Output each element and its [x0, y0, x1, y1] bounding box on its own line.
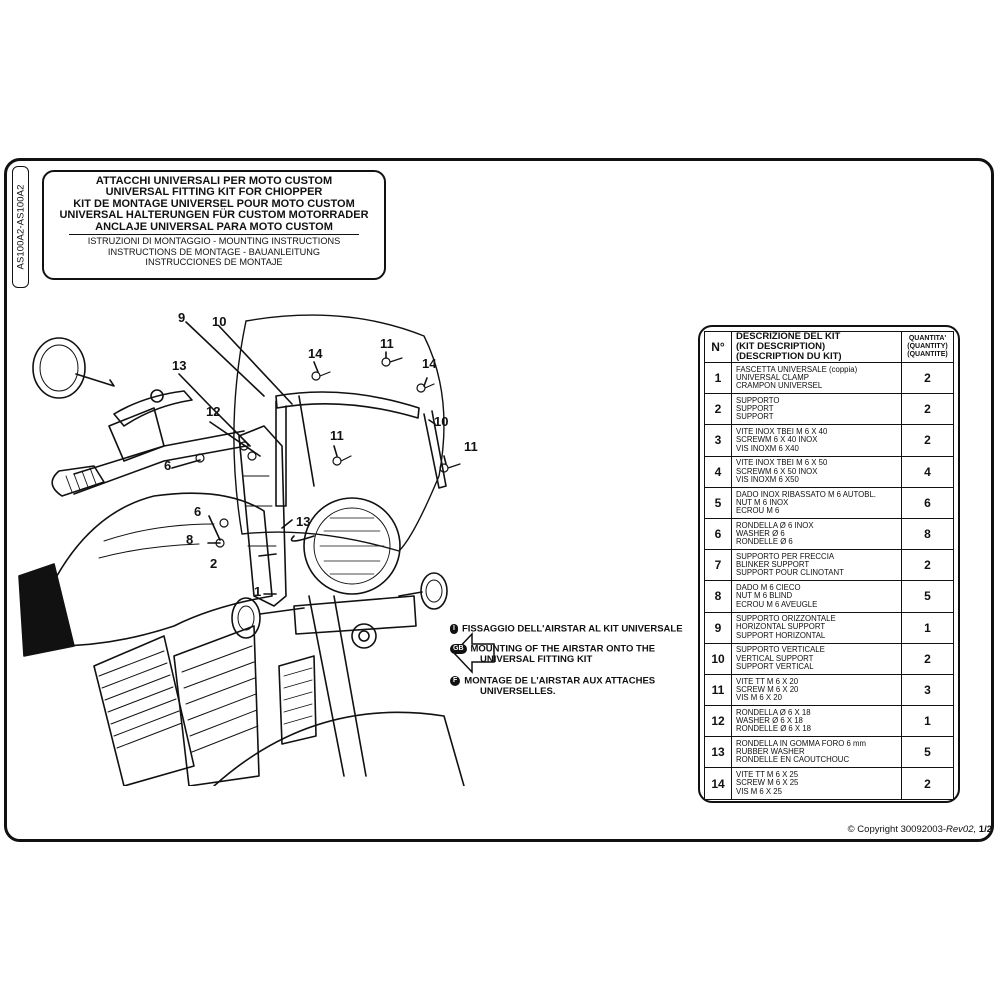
- item-description: [732, 363, 902, 394]
- item-number: 8: [705, 581, 732, 612]
- description-line: SUPPORT VERTICAL: [736, 661, 814, 671]
- kit-table-row: [705, 456, 954, 487]
- description-line: RONDELLA Ø 6 INOX: [736, 520, 814, 530]
- description-line: SUPPORTO ORIZZONTALE: [736, 614, 836, 624]
- instruction-fr-cont: UNIVERSELLES.: [480, 686, 556, 697]
- item-quantity: 5: [902, 737, 954, 768]
- clamp: [239, 426, 286, 606]
- header-quantity: QUANTITA' (QUANTITY) (QUANTITE): [902, 332, 954, 363]
- instruction-text: MONTAGE DE L'AIRSTAR AUX ATTACHES: [464, 675, 656, 687]
- description-line: SUPPORT HORIZONTAL: [736, 630, 826, 640]
- description-line: SUPPORT POUR CLINOTANT: [736, 568, 844, 578]
- item-quantity: 2: [902, 768, 954, 799]
- item-description: [732, 394, 902, 425]
- description-line: CRAMPON UNIVERSEL: [736, 381, 823, 391]
- assembly-drawing: [14, 296, 694, 786]
- kit-table-row: [705, 768, 954, 799]
- description-line: UNIVERSAL CLAMP: [736, 372, 809, 382]
- description-line: BLINKER SUPPORT: [736, 560, 810, 570]
- item-description: [732, 737, 902, 768]
- instruction-text: FISSAGGIO DELL'AIRSTAR AL KIT UNIVERSALE: [461, 623, 683, 635]
- description-line: VITE INOX TBEI M 6 X 40: [736, 427, 828, 437]
- mirror: [33, 338, 85, 398]
- subtitle-line: INSTRUCCIONES DE MONTAJE: [145, 257, 283, 268]
- flag-badge: I: [450, 624, 458, 634]
- flag-badge: F: [450, 676, 460, 686]
- flag-badge: GB: [450, 644, 467, 654]
- callout-number: 1: [254, 584, 262, 599]
- item-quantity: 2: [902, 643, 954, 674]
- header-number: N°: [705, 332, 732, 363]
- item-description: [732, 425, 902, 456]
- kit-table-row: [705, 394, 954, 425]
- item-number: 7: [705, 550, 732, 581]
- description-line: RONDELLE Ø 6 X 18: [736, 724, 811, 734]
- description-line: WASHER Ø 6 X 18: [736, 716, 803, 726]
- item-number: 1: [705, 363, 732, 394]
- subtitle-line: ISTRUZIONI DI MONTAGGIO - MOUNTING INSTRUCTIONS: [87, 236, 341, 247]
- description-line: VIS M 6 X 25: [736, 786, 782, 796]
- kit-table-row: [705, 581, 954, 612]
- callout-number: 10: [212, 314, 227, 329]
- description-line: SUPPORTO PER FRECCIA: [736, 551, 835, 561]
- item-description: [732, 706, 902, 737]
- mounting-instructions: [450, 622, 700, 712]
- item-quantity: 4: [902, 456, 954, 487]
- description-line: SCREWM 6 X 50 INOX: [736, 466, 818, 476]
- item-number: 5: [705, 487, 732, 518]
- description-line: RONDELLA Ø 6 X 18: [736, 707, 811, 717]
- fuel-tank: [34, 493, 272, 646]
- item-quantity: 3: [902, 674, 954, 705]
- description-line: VITE TT M 6 X 25: [736, 770, 799, 780]
- instruction-gb-cont: UNIVERSAL FITTING KIT: [480, 654, 593, 665]
- master-cylinder: [109, 408, 164, 461]
- callout-number: 13: [296, 514, 311, 529]
- description-line: VITE TT M 6 X 20: [736, 676, 799, 686]
- callout-number: 9: [178, 310, 186, 325]
- blinker-right: [421, 573, 447, 609]
- item-description: [732, 550, 902, 581]
- title-divider: [69, 234, 359, 235]
- item-quantity: 2: [902, 363, 954, 394]
- item-description: [732, 518, 902, 549]
- title-box: [42, 170, 386, 280]
- description-line: VERTICAL SUPPORT: [736, 653, 814, 663]
- item-number: 2: [705, 394, 732, 425]
- kit-table-box: [698, 325, 960, 803]
- description-line: VITE INOX TBEI M 6 X 50: [736, 458, 828, 468]
- callout-number: 6: [164, 458, 172, 473]
- description-line: RONDELLE EN CAOUTCHOUC: [736, 755, 850, 765]
- item-number: 4: [705, 456, 732, 487]
- description-line: ECROU M 6: [736, 505, 780, 515]
- kit-table-row: [705, 518, 954, 549]
- item-description: [732, 456, 902, 487]
- item-quantity: 6: [902, 487, 954, 518]
- kit-table-row: [705, 487, 954, 518]
- callout-number: 11: [380, 336, 394, 351]
- description-line: RONDELLA IN GOMMA FORO 6 mm: [736, 739, 866, 749]
- item-description: [732, 581, 902, 612]
- item-description: [732, 674, 902, 705]
- description-line: NUT M 6 INOX: [736, 497, 789, 507]
- description-line: RUBBER WASHER: [736, 747, 805, 757]
- instruction-text: MOUNTING OF THE AIRSTAR ONTO THE: [470, 643, 656, 655]
- seat: [19, 564, 74, 656]
- description-line: SUPPORTO: [736, 395, 780, 405]
- horizontal-support: [276, 392, 419, 418]
- handlebar: [74, 431, 246, 494]
- item-quantity: 2: [902, 550, 954, 581]
- kit-table-row: [705, 363, 954, 394]
- kit-table-row: [705, 612, 954, 643]
- item-description: [732, 612, 902, 643]
- callout-number: 14: [422, 356, 437, 371]
- description-line: VIS INOXM 6 X40: [736, 443, 799, 453]
- description-line: SUPPORT: [736, 412, 774, 422]
- callout-number: 2: [210, 556, 218, 571]
- item-number: 3: [705, 425, 732, 456]
- kit-table-row: [705, 737, 954, 768]
- side-code-text: AS100A2-AS100A2: [15, 184, 26, 270]
- callout-number: 6: [194, 504, 202, 519]
- item-number: 12: [705, 706, 732, 737]
- kit-table-row: [705, 706, 954, 737]
- description-line: SUPPORT: [736, 404, 774, 414]
- callout-number: 11: [330, 428, 344, 443]
- title-line: UNIVERSAL HALTERUNGEN FÜR CUSTOM MOTORRADER: [59, 209, 369, 222]
- fork-tube: [309, 596, 366, 776]
- title-line: UNIVERSAL FITTING KIT FOR CHIOPPER: [105, 186, 323, 199]
- item-number: 14: [705, 768, 732, 799]
- item-description: [732, 643, 902, 674]
- item-quantity: 5: [902, 581, 954, 612]
- subtitle-line: INSTRUCTIONS DE MONTAGE - BAUANLEITUNG: [107, 246, 321, 257]
- item-number: 10: [705, 643, 732, 674]
- item-number: 9: [705, 612, 732, 643]
- kit-table-row: [705, 674, 954, 705]
- item-quantity: 2: [902, 394, 954, 425]
- description-line: DADO INOX RIBASSATO M 6 AUTOBL.: [736, 489, 876, 499]
- description-line: NUT M 6 BLIND: [736, 591, 793, 601]
- item-number: 13: [705, 737, 732, 768]
- callout-number: 14: [308, 346, 323, 361]
- item-quantity: 1: [902, 706, 954, 737]
- item-description: [732, 487, 902, 518]
- title-line: ATTACCHI UNIVERSALI PER MOTO CUSTOM: [95, 175, 333, 187]
- callout-number: 13: [172, 358, 187, 373]
- item-description: [732, 768, 902, 799]
- description-line: SCREW M 6 X 25: [736, 778, 799, 788]
- description-line: SUPPORTO VERTICALE: [736, 645, 825, 655]
- item-quantity: 8: [902, 518, 954, 549]
- description-line: ECROU M 6 AVEUGLE: [736, 599, 818, 609]
- item-number: 11: [705, 674, 732, 705]
- description-line: SCREW M 6 X 20: [736, 684, 799, 694]
- callout-number: 8: [186, 532, 194, 547]
- kit-table: [704, 331, 954, 800]
- description-line: HORIZONTAL SUPPORT: [736, 622, 826, 632]
- instruction-it: [450, 624, 683, 635]
- item-quantity: 2: [902, 425, 954, 456]
- description-line: FASCETTA UNIVERSALE (coppia): [736, 364, 858, 374]
- description-line: VIS M 6 X 20: [736, 693, 782, 703]
- callout-number: 11: [464, 439, 478, 454]
- header-description: DESCRIZIONE DEL KIT (KIT DESCRIPTION) (DESCRIPTION DU KIT): [732, 332, 902, 363]
- description-line: WASHER Ø 6: [736, 528, 785, 538]
- copyright: © Copyright 30092003-Rev02, 1/2: [847, 824, 992, 835]
- description-line: SCREWM 6 X 40 INOX: [736, 435, 818, 445]
- grip: [52, 466, 104, 496]
- item-number: 6: [705, 518, 732, 549]
- description-line: RONDELLE Ø 6: [736, 537, 793, 547]
- vertical-support-left: [276, 401, 286, 506]
- kit-table-row: [705, 425, 954, 456]
- title-line: KIT DE MONTAGE UNIVERSEL POUR MOTO CUSTOM: [73, 197, 355, 210]
- kit-table-row: [705, 550, 954, 581]
- title-line: ANCLAJE UNIVERSAL PARA MOTO CUSTOM: [95, 220, 333, 233]
- description-line: DADO M 6 CIECO: [736, 583, 801, 593]
- item-quantity: 1: [902, 612, 954, 643]
- kit-table-row: [705, 643, 954, 674]
- side-code-tab: [12, 166, 29, 288]
- callout-number: 12: [206, 404, 221, 419]
- callout-number: 10: [434, 414, 449, 429]
- description-line: VIS INOXM 6 X50: [736, 474, 799, 484]
